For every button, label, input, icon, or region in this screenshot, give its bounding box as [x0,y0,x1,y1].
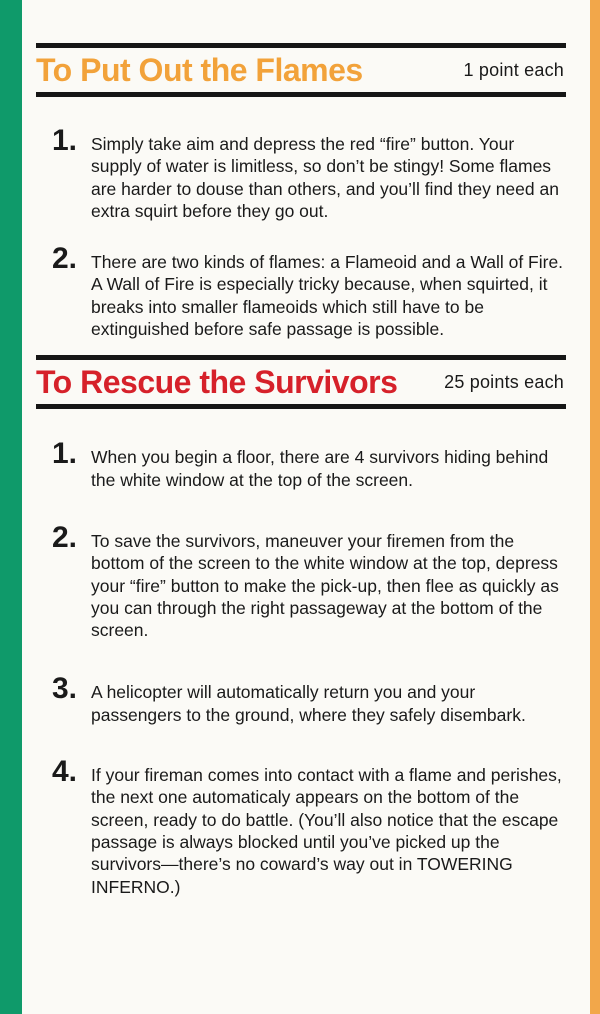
list-item [36,242,566,340]
instruction-page [36,0,566,898]
item-number: 2. [52,242,78,276]
section-title: To Rescue the Survivors [36,364,398,401]
item-number: 4. [52,755,78,789]
item-number: 2. [52,520,78,554]
section-header-flames [36,48,566,92]
points-label: 1 point each [463,59,564,80]
item-text: To save the survivors, maneuver your firemen from the bottom of the screen to the white window at the top, depress your “fire” button to make the pick-up, then flee as quickly as you can through the right passageway at the bottom of the screen. [91,530,559,641]
right-orange-border [590,0,600,1014]
item-text: When you begin a floor, there are 4 survivors hiding behind the white window at the top of the screen. [91,447,549,490]
item-text: Simply take aim and depress the red “fire” button. Your supply of water is limitless, so don’t be stingy! Some flames are harder to douse than others, and you’ll find they need an extra squirt before they go out. [91,134,559,221]
list-item [36,672,566,726]
list-item [36,520,566,641]
item-text: If your fireman comes into contact with a flame and perishes, the next one automaticaly appears on the bottom of the screen, ready to do battle. (You’ll also notice that the escape passage is always blocked until you’ve picked up the survivors—there’s no coward’s way out in TOWERING INFERNO.) [91,765,562,897]
left-green-border [0,0,22,1014]
list-item [36,437,566,491]
item-text: There are two kinds of flames: a Flameoid and a Wall of Fire. A Wall of Fire is especially tricky because, when squirted, it breaks into smaller flameoids which still have to be extinguished before safe passage is possible. [91,252,564,340]
item-text: A helicopter will automatically return you and your passengers to the ground, where they safely disembark. [91,682,526,725]
item-number: 3. [52,672,78,706]
item-number: 1. [52,437,78,471]
points-label: 25 points each [444,371,564,392]
section-title: To Put Out the Flames [36,52,363,88]
list-item [36,755,566,898]
list-item [36,124,566,222]
section-header-survivors [36,360,566,404]
item-number: 1. [52,124,78,157]
